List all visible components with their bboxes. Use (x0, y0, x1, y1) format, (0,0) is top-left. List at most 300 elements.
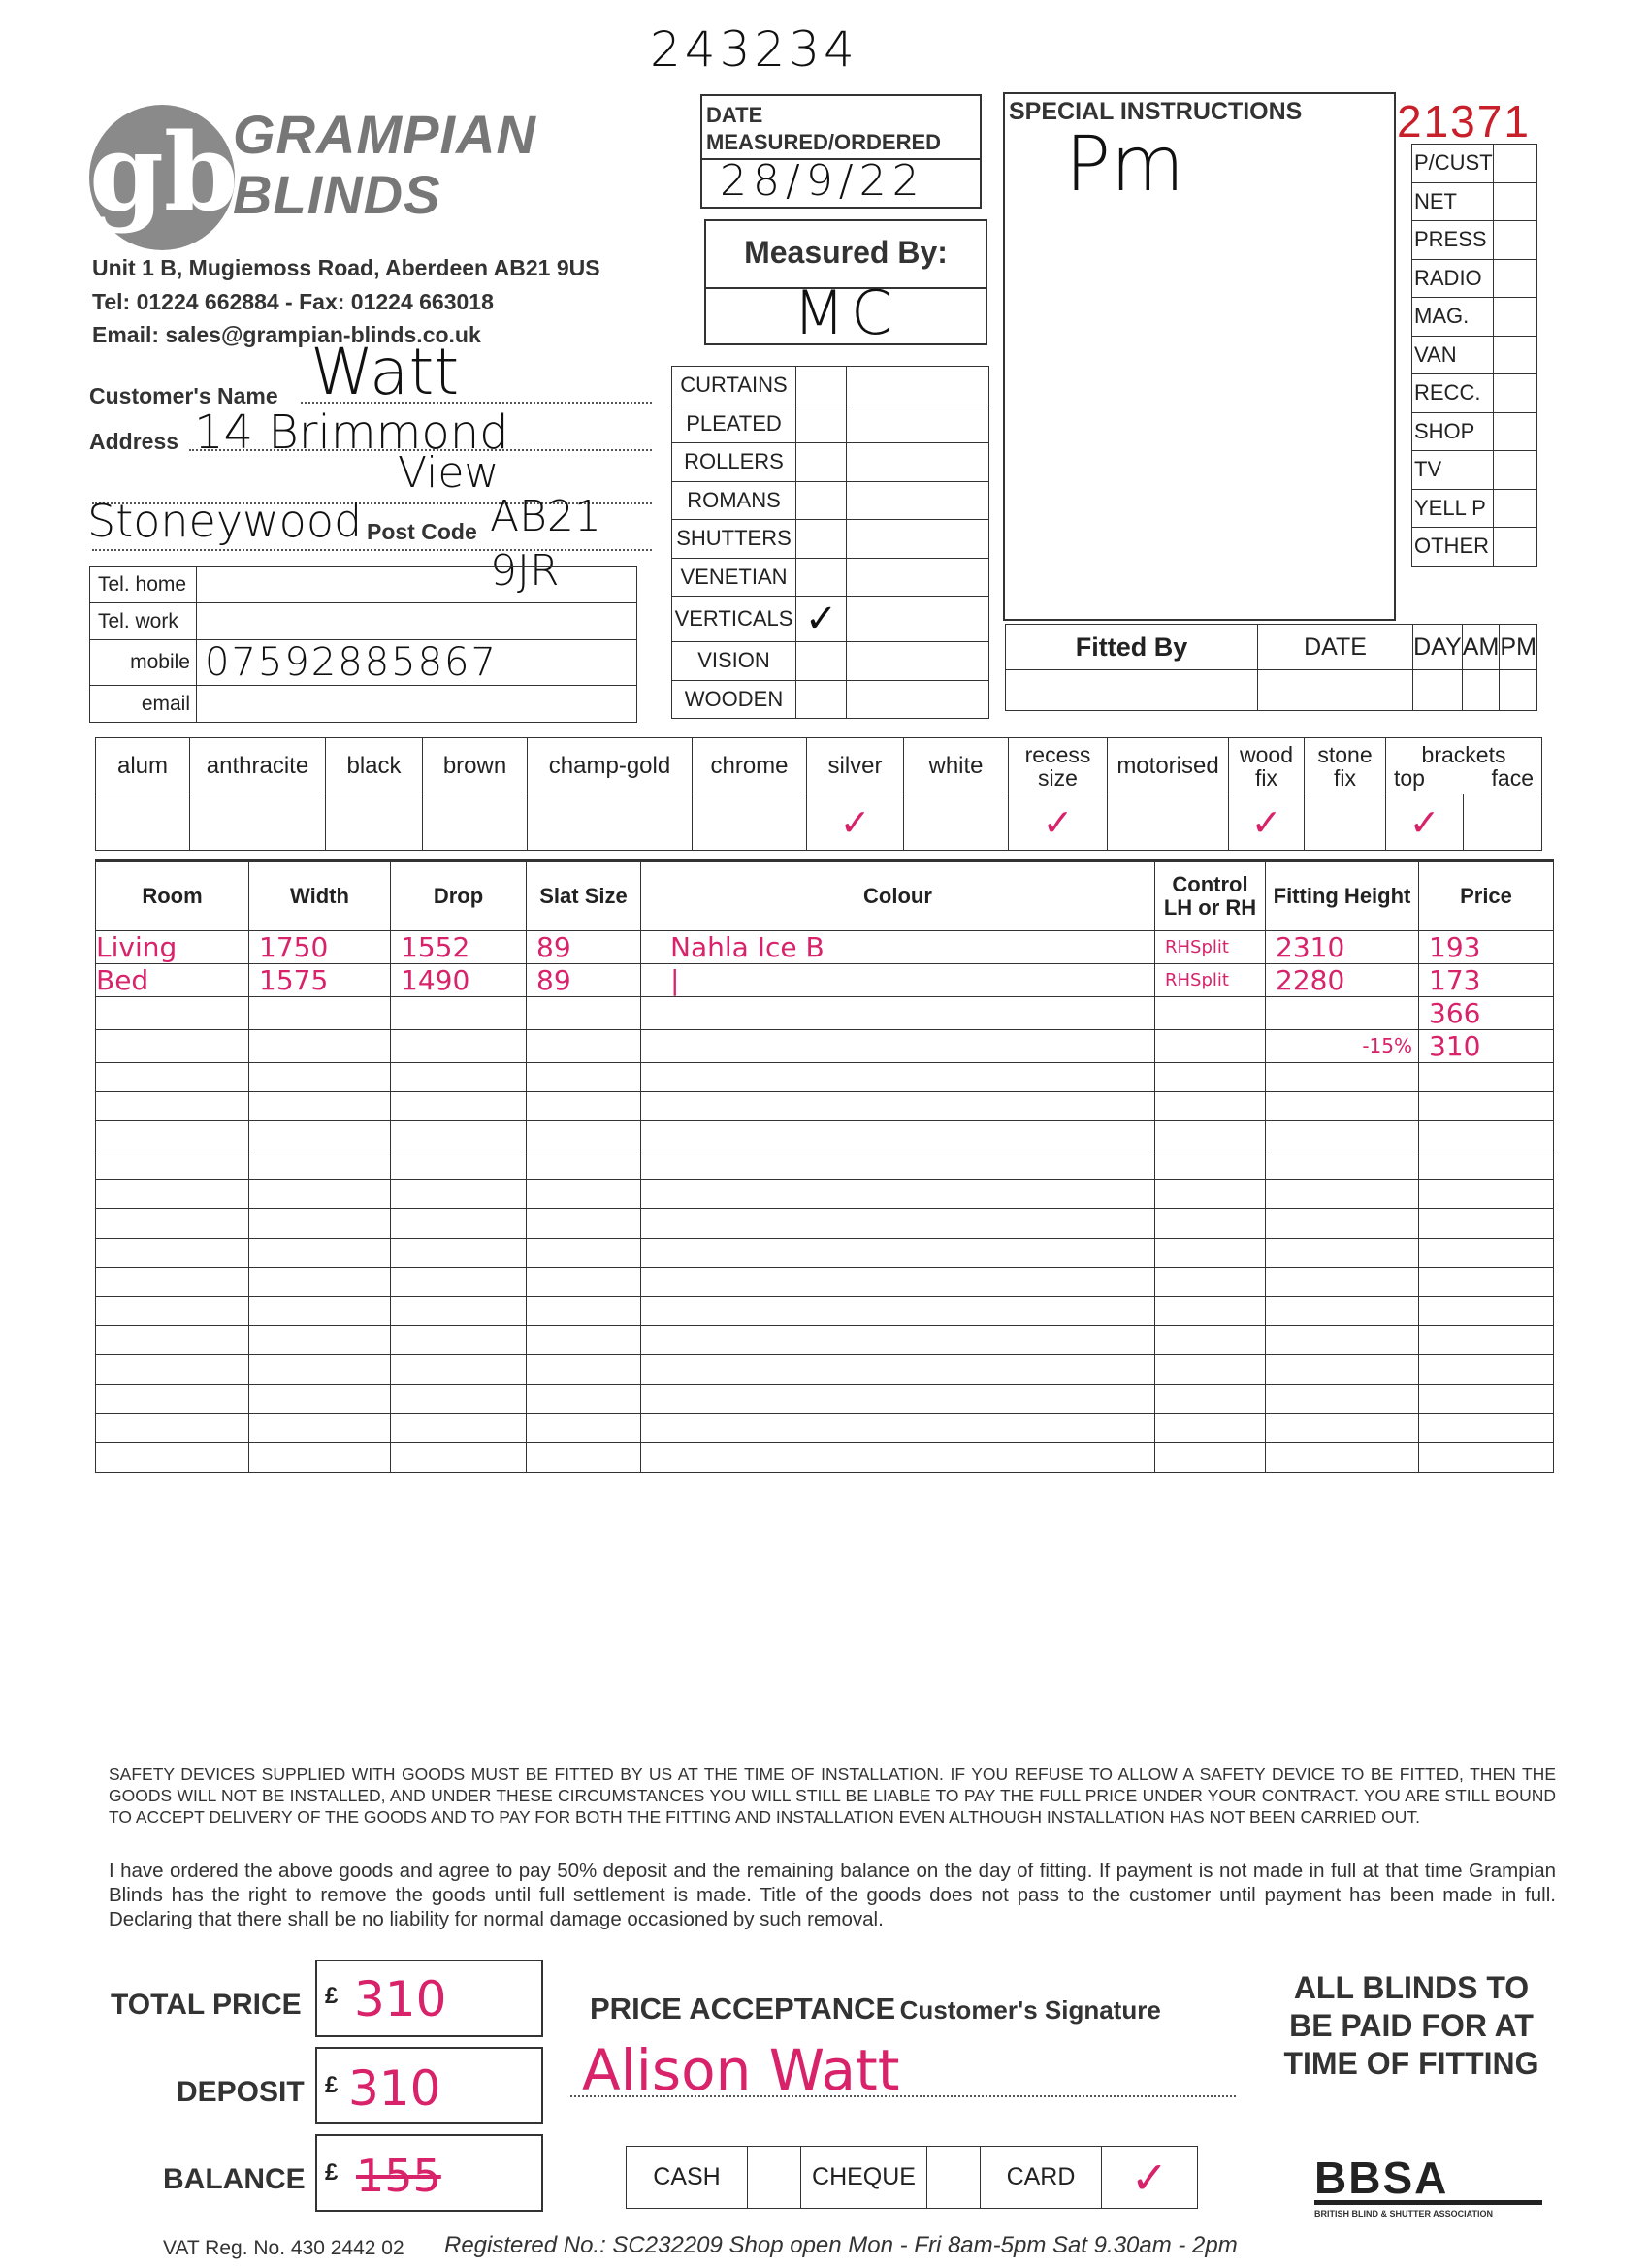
cell-room[interactable] (96, 1384, 249, 1413)
cell-control[interactable]: RHSplit (1155, 963, 1266, 996)
brackets-face-field[interactable] (1464, 794, 1542, 851)
card-label: CARD (981, 2147, 1102, 2209)
cell-fitting[interactable] (1266, 1326, 1419, 1355)
mobile-label: mobile (90, 640, 197, 686)
card-checkbox-tick-icon[interactable]: ✓ (1102, 2147, 1198, 2209)
cell-price[interactable] (1419, 1442, 1554, 1472)
blind-type-notes[interactable] (847, 520, 989, 559)
blind-type-row (672, 642, 989, 681)
col-control: Control LH or RH (1155, 860, 1266, 930)
blind-type-row (672, 597, 989, 642)
cell-slat[interactable] (527, 1209, 641, 1238)
cell-colour[interactable] (641, 1150, 1155, 1180)
blind-type-row (672, 443, 989, 482)
cell-colour[interactable] (641, 1355, 1155, 1384)
cell-slat[interactable] (527, 1442, 641, 1472)
cell-fitting[interactable] (1266, 996, 1419, 1029)
silver-tick-icon[interactable]: ✓ (807, 794, 904, 851)
cell-control[interactable]: RHSplit (1155, 930, 1266, 963)
postcode-value[interactable]: AB21 9JR (490, 492, 601, 596)
deposit-currency: £ (325, 2072, 339, 2098)
col-room: Room (96, 860, 249, 930)
cell-price[interactable]: 366 (1419, 996, 1554, 1029)
tel-home-field[interactable] (197, 567, 637, 603)
cell-fitting[interactable] (1266, 1062, 1419, 1091)
cell-price[interactable] (1419, 1267, 1554, 1296)
fitted-day-field[interactable] (1413, 670, 1463, 711)
blind-type-checkbox[interactable] (796, 367, 847, 405)
source-row (1412, 336, 1537, 374)
cell-width[interactable] (249, 1442, 391, 1472)
source-checkbox[interactable] (1493, 336, 1536, 374)
cell-drop[interactable] (391, 1062, 527, 1091)
source-checkbox[interactable] (1493, 374, 1536, 413)
source-list (1411, 144, 1537, 567)
total-price-value: 310 (354, 1971, 447, 2027)
cell-room[interactable] (96, 1326, 249, 1355)
source-label: PRESS (1412, 221, 1494, 260)
bbsa-logo-text: BBSA (1314, 2155, 1542, 2205)
address-label: Address (89, 429, 179, 454)
cell-room[interactable] (96, 1297, 249, 1326)
cell-width[interactable] (249, 1355, 391, 1384)
fitted-am-label: AM (1462, 625, 1500, 670)
blind-type-row (672, 481, 989, 520)
source-checkbox[interactable] (1493, 451, 1536, 490)
champ-gold-field[interactable] (528, 794, 693, 851)
cell-fitting[interactable]: -15% (1266, 1029, 1419, 1062)
col-fitting-height: Fitting Height (1266, 860, 1419, 930)
cell-price[interactable] (1419, 1297, 1554, 1326)
cell-room[interactable]: Living (96, 930, 249, 963)
cell-width[interactable] (249, 1062, 391, 1091)
cell-fitting[interactable] (1266, 1267, 1419, 1296)
table-row (96, 1413, 1554, 1442)
cell-slat[interactable] (527, 1267, 641, 1296)
brown-field[interactable] (423, 794, 528, 851)
table-row (96, 1267, 1554, 1296)
option-recess-size: recess size (1009, 738, 1108, 794)
cell-width[interactable]: 1575 (249, 963, 391, 996)
special-instructions-label: SPECIAL INSTRUCTIONS (1009, 98, 1303, 125)
table-row (96, 1442, 1554, 1472)
cell-width[interactable] (249, 996, 391, 1029)
cell-drop[interactable] (391, 1442, 527, 1472)
cell-colour[interactable] (641, 1209, 1155, 1238)
source-checkbox[interactable] (1493, 259, 1536, 298)
cell-drop[interactable] (391, 1209, 527, 1238)
vat-number: VAT Reg. No. 430 2442 02 (163, 2237, 404, 2259)
cell-slat[interactable] (527, 1238, 641, 1267)
cell-slat[interactable] (527, 1384, 641, 1413)
source-row (1412, 374, 1537, 413)
cell-fitting[interactable] (1266, 1355, 1419, 1384)
cell-colour[interactable] (641, 1029, 1155, 1062)
blind-type-checkbox[interactable] (796, 642, 847, 681)
address-line-2-value[interactable]: View (398, 448, 500, 498)
fitted-by-label: Fitted By (1006, 625, 1258, 670)
cell-room[interactable] (96, 1209, 249, 1238)
source-row (1412, 412, 1537, 451)
cell-slat[interactable] (527, 1120, 641, 1150)
option-white: white (904, 738, 1009, 794)
table-row (96, 1150, 1554, 1180)
brackets-top-tick-icon[interactable]: ✓ (1386, 794, 1464, 851)
cell-width[interactable] (249, 1413, 391, 1442)
customer-signature[interactable]: Alison Watt (582, 2037, 900, 2103)
mobile-field[interactable]: 07592885867 (197, 640, 637, 686)
cell-control[interactable] (1155, 1442, 1266, 1472)
cell-colour[interactable] (641, 1267, 1155, 1296)
cell-room[interactable] (96, 1120, 249, 1150)
cell-fitting[interactable]: 2310 (1266, 930, 1419, 963)
cell-price[interactable] (1419, 1384, 1554, 1413)
cell-control[interactable] (1155, 1267, 1266, 1296)
cell-fitting[interactable] (1266, 1297, 1419, 1326)
cell-price[interactable] (1419, 1326, 1554, 1355)
blind-type-label: CURTAINS (672, 367, 796, 405)
cell-room[interactable]: Bed (96, 963, 249, 996)
balance-box[interactable] (315, 2134, 543, 2212)
blind-type-notes[interactable] (847, 558, 989, 597)
col-price: Price (1419, 860, 1554, 930)
blind-type-list (671, 366, 989, 719)
blind-type-notes[interactable] (847, 680, 989, 719)
option-black: black (326, 738, 423, 794)
measured-by-value[interactable]: MC (792, 277, 899, 348)
cell-colour[interactable] (641, 1442, 1155, 1472)
wood-fix-tick-icon[interactable]: ✓ (1229, 794, 1305, 851)
blind-type-notes[interactable] (847, 481, 989, 520)
cell-fitting[interactable] (1266, 1413, 1419, 1442)
company-address: Unit 1 B, Mugiemoss Road, Aberdeen AB21 9US (92, 255, 600, 280)
cell-room[interactable] (96, 1267, 249, 1296)
cell-room[interactable] (96, 1091, 249, 1120)
cell-control[interactable] (1155, 1091, 1266, 1120)
balance-label: BALANCE (163, 2163, 306, 2195)
cell-width[interactable] (249, 1297, 391, 1326)
cell-fitting[interactable] (1266, 1209, 1419, 1238)
alum-field[interactable] (96, 794, 190, 851)
blind-type-checkbox[interactable] (796, 443, 847, 482)
source-label: MAG. (1412, 298, 1494, 337)
cheque-checkbox[interactable] (927, 2147, 981, 2209)
table-row (96, 1180, 1554, 1209)
cell-drop[interactable] (391, 1150, 527, 1180)
cell-room[interactable] (96, 1062, 249, 1091)
cell-price[interactable] (1419, 1355, 1554, 1384)
cell-colour[interactable] (641, 1180, 1155, 1209)
cell-drop[interactable] (391, 1238, 527, 1267)
cell-colour[interactable] (641, 1326, 1155, 1355)
postcode-label: Post Code (367, 519, 477, 544)
cell-fitting[interactable] (1266, 1091, 1419, 1120)
fitted-day-label: DAY (1413, 625, 1463, 670)
cell-drop[interactable]: 1552 (391, 930, 527, 963)
cell-price[interactable] (1419, 1120, 1554, 1150)
blind-type-label: VISION (672, 642, 796, 681)
date-box (700, 94, 982, 209)
white-field[interactable] (904, 794, 1009, 851)
cell-price[interactable] (1419, 1091, 1554, 1120)
cell-drop[interactable] (391, 996, 527, 1029)
order-number: 243234 (650, 21, 858, 78)
blind-type-checkbox[interactable] (796, 405, 847, 443)
blind-type-notes[interactable] (847, 367, 989, 405)
cell-fitting[interactable] (1266, 1442, 1419, 1472)
cell-room[interactable] (96, 1150, 249, 1180)
cell-control[interactable] (1155, 1150, 1266, 1180)
cell-control[interactable] (1155, 1297, 1266, 1326)
blind-type-checkbox[interactable] (796, 680, 847, 719)
chrome-field[interactable] (693, 794, 807, 851)
cell-slat[interactable] (527, 996, 641, 1029)
blind-type-row (672, 520, 989, 559)
black-field[interactable] (326, 794, 423, 851)
source-checkbox[interactable] (1493, 298, 1536, 337)
blind-type-notes[interactable] (847, 642, 989, 681)
cell-drop[interactable] (391, 1091, 527, 1120)
cell-drop[interactable] (391, 1355, 527, 1384)
customer-name[interactable]: Watt (310, 335, 460, 409)
cell-room[interactable] (96, 1413, 249, 1442)
table-row (96, 1209, 1554, 1238)
cell-control[interactable] (1155, 1238, 1266, 1267)
blind-type-notes[interactable] (847, 597, 989, 642)
cell-drop[interactable]: 1490 (391, 963, 527, 996)
cell-colour[interactable]: | (641, 963, 1155, 996)
blind-type-label: SHUTTERS (672, 520, 796, 559)
cell-control[interactable] (1155, 1029, 1266, 1062)
balance-currency: £ (325, 2159, 339, 2186)
cell-room[interactable] (96, 1180, 249, 1209)
cell-control[interactable] (1155, 1384, 1266, 1413)
option-stone-fix: stone fix (1305, 738, 1386, 794)
cell-control[interactable] (1155, 1209, 1266, 1238)
source-checkbox[interactable] (1493, 412, 1536, 451)
company-tel-fax: Tel: 01224 662884 - Fax: 01224 663018 (92, 289, 494, 314)
cell-price[interactable] (1419, 1180, 1554, 1209)
cell-drop[interactable] (391, 1326, 527, 1355)
cell-slat[interactable] (527, 1355, 641, 1384)
address-line-3-value[interactable]: Stoneywood (87, 495, 363, 547)
cell-drop[interactable] (391, 1297, 527, 1326)
source-checkbox[interactable] (1493, 182, 1536, 221)
cell-slat[interactable] (527, 1413, 641, 1442)
cell-width[interactable] (249, 1267, 391, 1296)
table-row (96, 1355, 1554, 1384)
cell-colour[interactable] (641, 1297, 1155, 1326)
email-field[interactable] (197, 686, 637, 723)
source-label: TV (1412, 451, 1494, 490)
source-row (1412, 221, 1537, 260)
anthracite-field[interactable] (190, 794, 326, 851)
col-drop: Drop (391, 860, 527, 930)
cell-colour[interactable] (641, 1062, 1155, 1091)
cell-fitting[interactable] (1266, 1238, 1419, 1267)
cell-price[interactable]: 173 (1419, 963, 1554, 996)
cell-price[interactable] (1419, 1238, 1554, 1267)
source-label: YELL P (1412, 489, 1494, 528)
cell-colour[interactable] (641, 1413, 1155, 1442)
cell-fitting[interactable]: 2280 (1266, 963, 1419, 996)
measured-by-label: Measured By: (744, 235, 948, 270)
option-brackets-label: brackets (1421, 741, 1506, 767)
fitted-by-box (1005, 624, 1537, 711)
fitted-am-field[interactable] (1462, 670, 1500, 711)
source-checkbox[interactable] (1493, 528, 1536, 567)
bbsa-logo-icon (1314, 2155, 1542, 2219)
blind-type-label: WOODEN (672, 680, 796, 719)
option-brown: brown (423, 738, 528, 794)
option-alum: alum (96, 738, 190, 794)
cell-room[interactable] (96, 1029, 249, 1062)
cell-drop[interactable] (391, 1413, 527, 1442)
fitted-date-field[interactable] (1258, 670, 1413, 711)
cell-price[interactable] (1419, 1062, 1554, 1091)
cell-slat[interactable] (527, 1297, 641, 1326)
blind-type-checkbox[interactable] (796, 481, 847, 520)
cell-width[interactable] (249, 1238, 391, 1267)
cell-width[interactable] (249, 1120, 391, 1150)
registered-info: Registered No.: SC232209 Shop open Mon - Fri 8am-5pm Sat 9.30am - 2pm (444, 2232, 1238, 2258)
source-row (1412, 259, 1537, 298)
cash-checkbox[interactable] (748, 2147, 801, 2209)
cell-control[interactable] (1155, 1326, 1266, 1355)
date-value[interactable]: 28/9/22 (720, 156, 925, 206)
cell-price[interactable] (1419, 1150, 1554, 1180)
cell-room[interactable] (96, 1355, 249, 1384)
cell-slat[interactable] (527, 1091, 641, 1120)
table-row (96, 963, 1554, 996)
source-checkbox[interactable] (1493, 145, 1536, 183)
table-row (96, 930, 1554, 963)
deposit-box[interactable] (315, 2047, 543, 2124)
stone-fix-field[interactable] (1305, 794, 1386, 851)
source-row (1412, 528, 1537, 567)
cell-colour[interactable] (641, 1120, 1155, 1150)
cell-slat[interactable]: 89 (527, 963, 641, 996)
source-label: P/CUST (1412, 145, 1494, 183)
cell-control[interactable] (1155, 996, 1266, 1029)
cell-fitting[interactable] (1266, 1384, 1419, 1413)
option-brackets (1386, 738, 1542, 794)
cell-width[interactable] (249, 1029, 391, 1062)
source-checkbox[interactable] (1493, 221, 1536, 260)
table-row (96, 1326, 1554, 1355)
cell-slat[interactable] (527, 1326, 641, 1355)
cell-slat[interactable] (527, 1029, 641, 1062)
cell-colour[interactable] (641, 996, 1155, 1029)
cell-room[interactable] (96, 1238, 249, 1267)
option-brackets-top: top (1394, 764, 1425, 791)
source-row (1412, 489, 1537, 528)
source-label: VAN (1412, 336, 1494, 374)
customer-name-label: Customer's Name (89, 383, 278, 408)
source-row (1412, 298, 1537, 337)
source-row (1412, 451, 1537, 490)
table-row (96, 1062, 1554, 1091)
cell-price[interactable] (1419, 1413, 1554, 1442)
total-price-box[interactable] (315, 1960, 543, 2037)
cell-slat[interactable] (527, 1180, 641, 1209)
address-line-1-value[interactable]: 14 Brimmond (194, 405, 509, 460)
cell-drop[interactable] (391, 1384, 527, 1413)
blind-type-row (672, 680, 989, 719)
cell-colour[interactable]: Nahla Ice B (641, 930, 1155, 963)
cell-width[interactable] (249, 1384, 391, 1413)
cell-control[interactable] (1155, 1120, 1266, 1150)
cell-drop[interactable] (391, 1180, 527, 1209)
cell-slat[interactable]: 89 (527, 930, 641, 963)
email-label: email (90, 686, 197, 723)
cell-slat[interactable] (527, 1062, 641, 1091)
cell-colour[interactable] (641, 1384, 1155, 1413)
blind-type-row (672, 558, 989, 597)
cell-control[interactable] (1155, 1413, 1266, 1442)
deposit-terms: I have ordered the above goods and agree to pay 50% deposit and the remaining balance on the day of fitting. If payment is not made in full at that time Grampian Blinds has the right to remove the goods until full settlement is made. Title of the goods does not pass to the customer until payment has been made in full. Declaring that there shall be no liability for normal damage occasioned by such removal. (109, 1860, 1556, 1930)
blind-type-notes[interactable] (847, 443, 989, 482)
cell-width[interactable] (249, 1150, 391, 1180)
recess-size-tick-icon[interactable]: ✓ (1009, 794, 1108, 851)
cell-room[interactable] (96, 1442, 249, 1472)
cell-room[interactable] (96, 996, 249, 1029)
cell-drop[interactable] (391, 1120, 527, 1150)
cell-drop[interactable] (391, 1029, 527, 1062)
cell-control[interactable] (1155, 1180, 1266, 1209)
phone-box (89, 566, 637, 723)
blind-type-checkbox[interactable] (796, 558, 847, 597)
cell-price[interactable]: 193 (1419, 930, 1554, 963)
tel-work-field[interactable] (197, 603, 637, 640)
cell-price[interactable]: 310 (1419, 1029, 1554, 1062)
cell-control[interactable] (1155, 1355, 1266, 1384)
cell-fitting[interactable] (1266, 1120, 1419, 1150)
date-label-line2: MEASURED/ORDERED (706, 130, 942, 154)
fitted-pm-field[interactable] (1500, 670, 1537, 711)
cell-width[interactable] (249, 1180, 391, 1209)
cell-control[interactable] (1155, 1062, 1266, 1091)
motorised-field[interactable] (1108, 794, 1229, 851)
blind-type-checkbox[interactable] (796, 520, 847, 559)
cell-price[interactable] (1419, 1209, 1554, 1238)
blind-type-notes[interactable] (847, 405, 989, 443)
tel-home-label: Tel. home (90, 567, 197, 603)
blind-type-label: ROLLERS (672, 443, 796, 482)
cell-width[interactable] (249, 1326, 391, 1355)
cell-width[interactable]: 1750 (249, 930, 391, 963)
cell-fitting[interactable] (1266, 1180, 1419, 1209)
cell-slat[interactable] (527, 1150, 641, 1180)
options-row (95, 737, 1542, 851)
source-row (1412, 145, 1537, 183)
special-instructions-value[interactable]: Pm (1065, 121, 1185, 209)
blind-type-label: PLEATED (672, 405, 796, 443)
cell-colour[interactable] (641, 1091, 1155, 1120)
cell-drop[interactable] (391, 1267, 527, 1296)
source-checkbox[interactable] (1493, 489, 1536, 528)
blind-type-checkbox[interactable]: ✓ (796, 597, 847, 642)
table-row (96, 1120, 1554, 1150)
cell-fitting[interactable] (1266, 1150, 1419, 1180)
cell-colour[interactable] (641, 1238, 1155, 1267)
fitted-by-field[interactable] (1006, 670, 1258, 711)
date-label-line1: DATE (706, 103, 763, 127)
cell-width[interactable] (249, 1209, 391, 1238)
cell-width[interactable] (249, 1091, 391, 1120)
deposit-value: 310 (348, 2060, 441, 2117)
table-row (96, 1384, 1554, 1413)
